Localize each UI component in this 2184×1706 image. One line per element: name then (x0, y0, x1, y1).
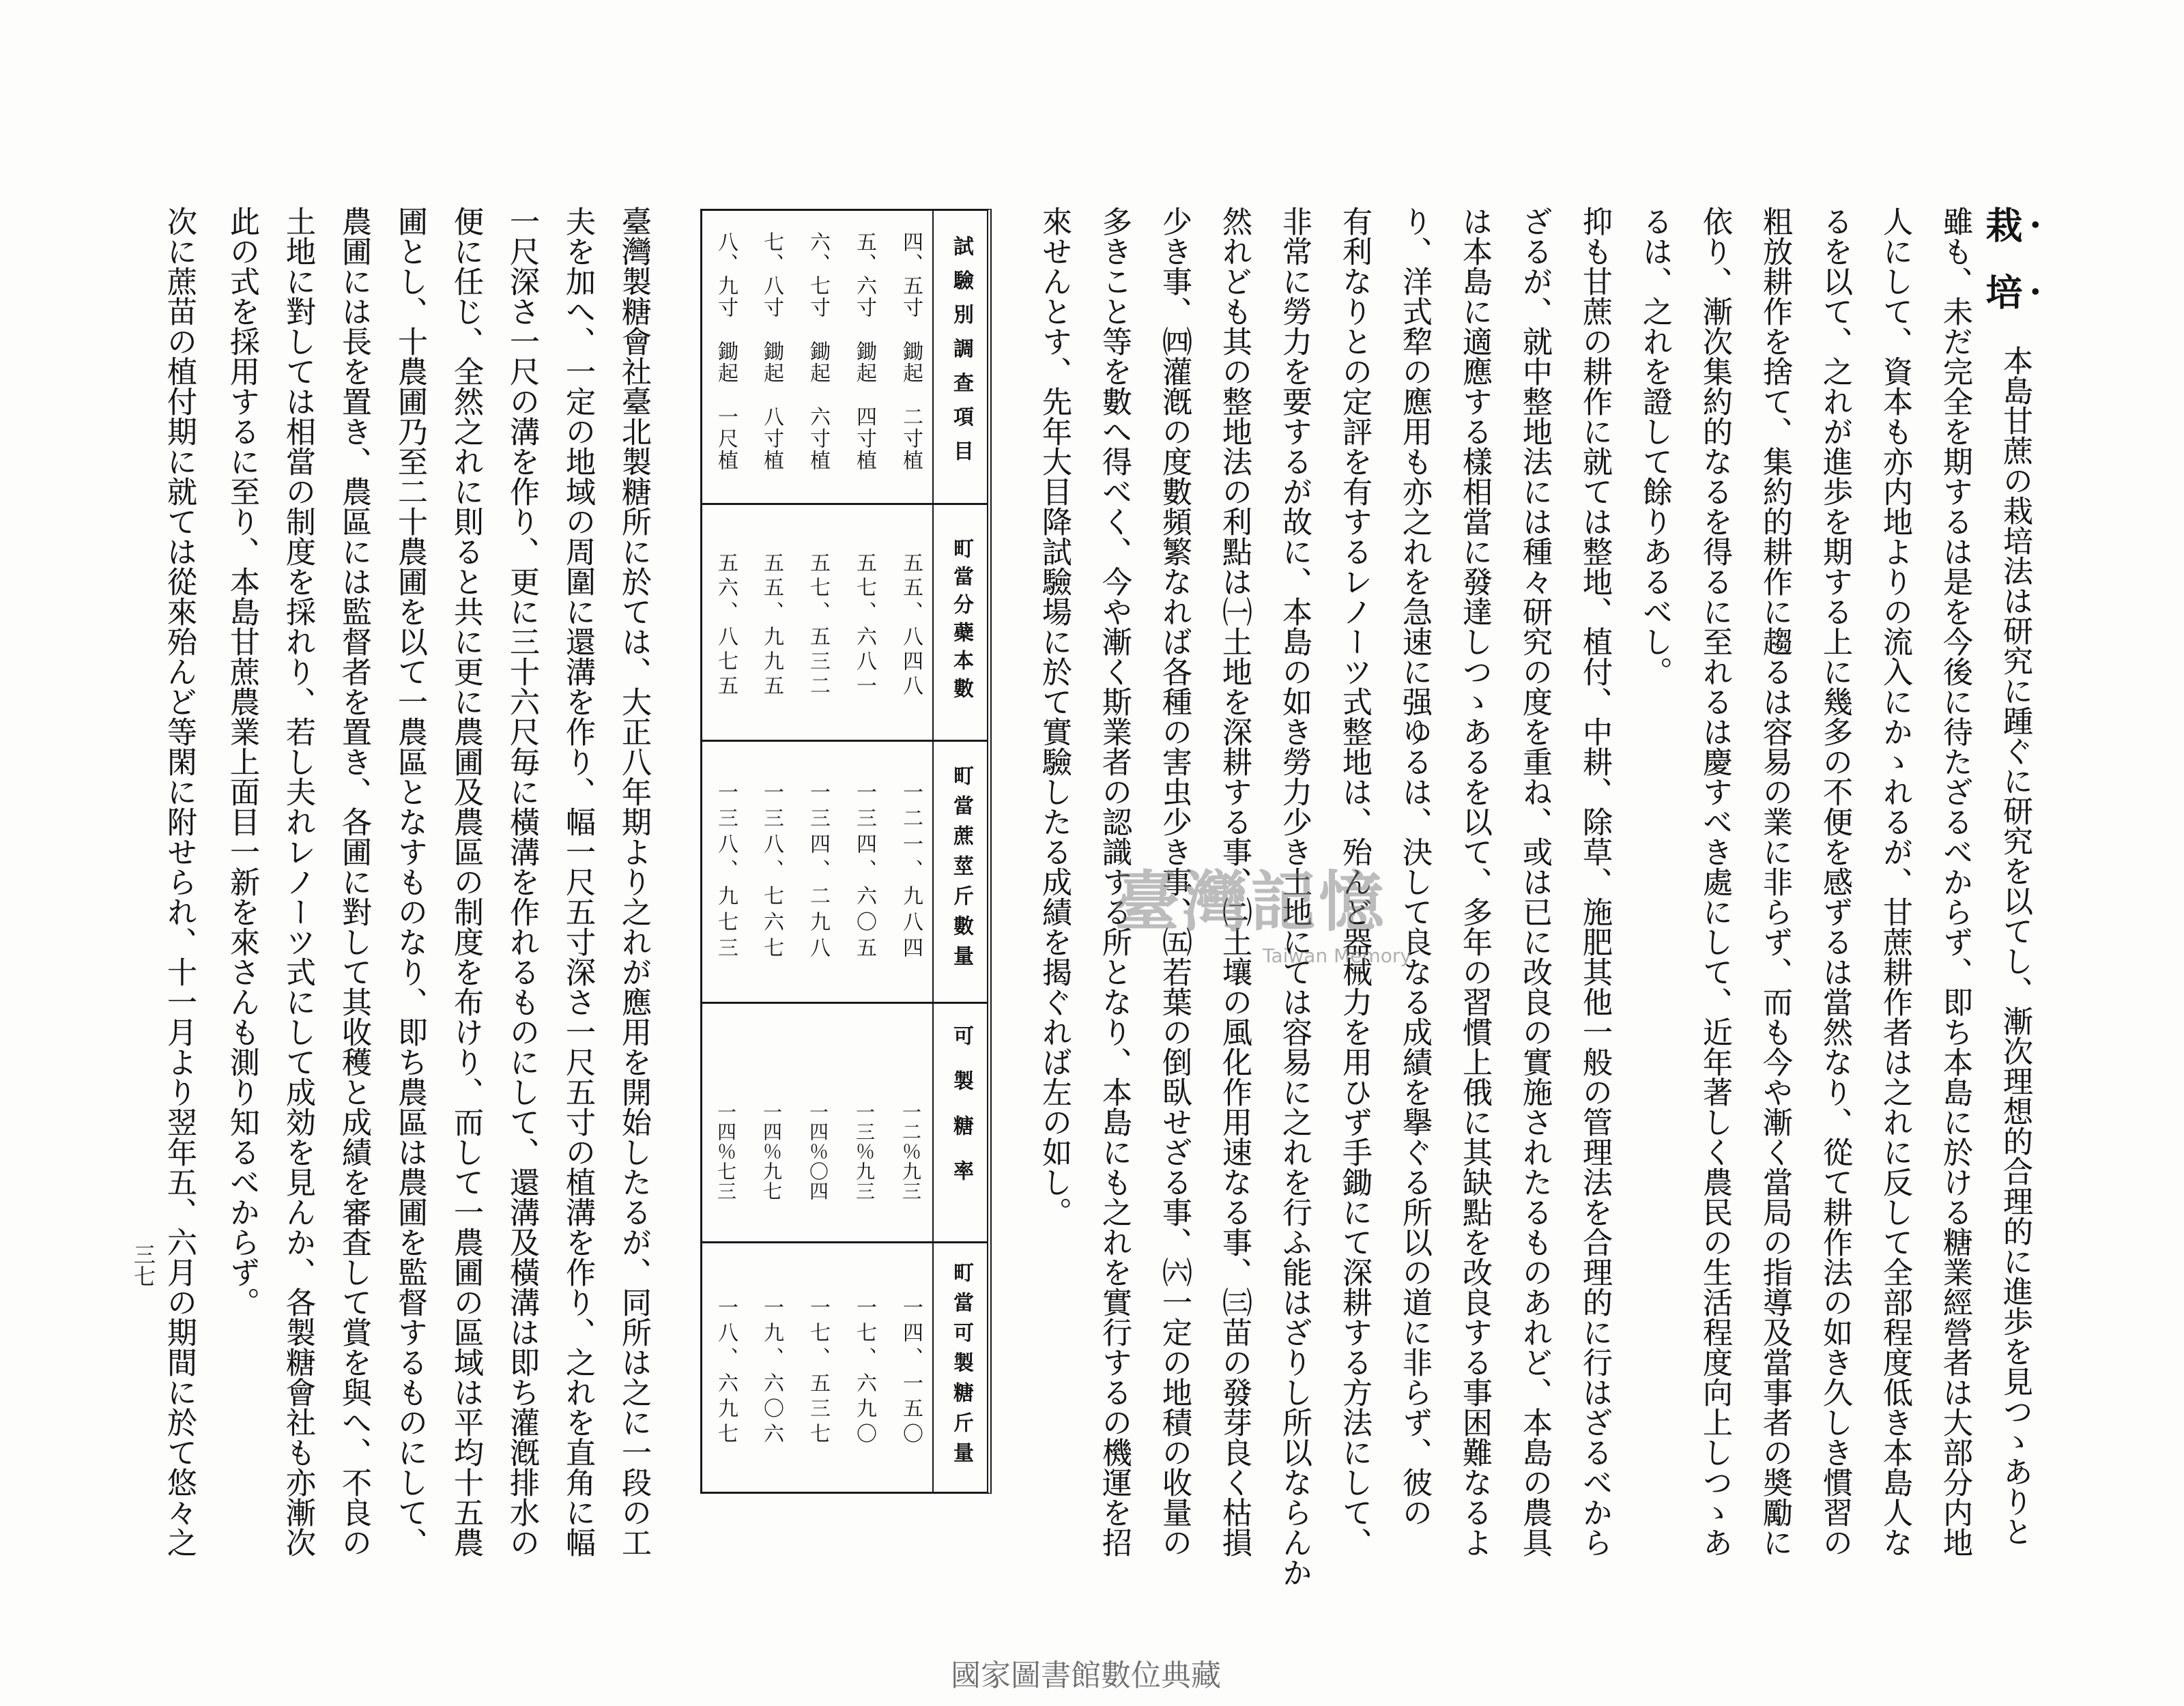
body-column-right-1: 本島甘蔗の栽培法は研究に踵ぐに研究を以てし、漸次理想的合理的に進歩を見つゝありと (1998, 345, 2032, 1546)
table-cell: 五七、五三二 (806, 552, 830, 699)
table-header-cell: 町當蔗莖斤數量 (949, 765, 973, 975)
section-heading: 栽培 (1980, 206, 2024, 340)
body-column-right-16: 多きこと等を數へ得べく、今や漸く斯業者の認識する所となり、本島にも之れを實行するの機運を招 (1097, 206, 1132, 1557)
table-header-cell: 可製糖率 (949, 1025, 973, 1205)
table-cell: 一四％〇四 (807, 1102, 829, 1201)
table-row-label: 五、六寸 鋤起 四寸植 (852, 231, 876, 472)
table-divider-horizontal (702, 1241, 987, 1243)
body-column-right-17: 來せんとす、先年大目降試驗場に於て實驗したる成績を揭ぐれば左の如し。 (1037, 206, 1072, 1227)
body-column-right-15: 少き事、㈣灌漑の度數頻繁なれば各種の害虫少き事、㈤若葉の倒臥せざる事、㈥一定の地積の收量の (1157, 206, 1192, 1557)
body-column-right-5: 粗放耕作を捨て、集約的耕作に趨るは容易の業に非らず、而も今や漸く當局の指導及當事者の奬勵に (1757, 206, 1792, 1557)
body-column-left-3: 一尺深さ一尺の溝を作り、更に三十六尺毎に橫溝を作れるものにして、還溝及橫溝は即ち灌漑排水の (504, 206, 539, 1557)
body-column-right-9: ざるが、就中整地法には種々研究の度を重ね、或は已に改良の實施されたるものあれど、本島の農具 (1517, 206, 1552, 1557)
body-column-left-6: 農圃には長を置き、農區には監督者を置き、各圃に對して其收穫と成績を審査して賞を與へ、不良の (336, 206, 371, 1557)
watermark-subtitle: Taiwan Memory (1263, 944, 1411, 967)
table-cell: 一九、六〇六 (760, 1297, 784, 1448)
body-column-left-5: 圃とし、十農圃乃至二十農圃を以て一農區となすものなり、即ち農區は農圃を監督するものにして、 (392, 206, 427, 1557)
body-column-right-4: るを以て、之れが進歩を期する上に幾多の不便を感ずるは當然なり、從て耕作法の如き久しき慣習の (1817, 206, 1852, 1557)
body-column-right-7: るは、之れを證して餘りあるべし。 (1637, 206, 1672, 686)
archive-footer: 國家圖書館數位典藏 (951, 1658, 1221, 1693)
body-column-right-12: 有利なりとの定評を有するレノーツ式整地は、殆んど器械力を用ひず手鋤にて深耕する方法にして、 (1337, 206, 1372, 1557)
body-column-left-9: 次に蔗苗の植付期に就ては從來殆んど等閑に附せられ、十一月より翌年五、六月の期間に於て悠々之 (162, 206, 197, 1557)
body-column-right-14: 然れども其の整地法の利點は㈠土地を深耕する事、㈡土壤の風化作用速なる事、㈢苗の發芽良く枯損 (1217, 206, 1252, 1557)
table-row-label: 四、五寸 鋤起 二寸植 (899, 231, 923, 472)
table-cell: 一四％七三 (715, 1102, 737, 1201)
body-column-left-7: 土地に對しては相當の制度を採れり、若し夫れレノーツ式にして成効を見んか、各製糖會社も亦漸次 (281, 206, 315, 1557)
body-column-left-1: 臺灣製糖會社臺北製糖所に於ては、大正八年期より之れが應用を開始したるが、同所は之に一段の工 (616, 206, 651, 1557)
table-cell: 一二％九三 (900, 1102, 922, 1201)
table-cell: 五六、八七五 (714, 552, 738, 699)
table-cell: 一三四、二九八 (806, 781, 830, 963)
body-column-left-8: 此の式を採用するに至り、本島甘蔗農業上面目一新を來さんも測り知るべからず。 (225, 206, 259, 1317)
body-column-right-10: は本島に適應する樣相當に發達しつゝあるを以て、多年の習慣上俄に其缺點を改良する事困難なるよ (1457, 206, 1492, 1557)
table-cell: 一七、五三七 (806, 1297, 830, 1448)
body-column-right-13: 非常に勞力を要するが故に、本島の如き勞力少き土地にては容易に之れを行ふ能はざりし所以ならんか (1277, 206, 1312, 1587)
table-row-label: 六、七寸 鋤起 六寸植 (806, 231, 830, 472)
page-number: 三七 (130, 1243, 156, 1287)
table-cell: 一二一、九八四 (899, 781, 923, 963)
table-divider-horizontal (702, 1002, 987, 1004)
table-header-cell: 試驗別調查項目 (949, 235, 973, 474)
table-row-label: 七、八寸 鋤起 八寸植 (760, 231, 784, 472)
body-column-right-8: 抑も甘蔗の耕作に就ては整地、植付、中耕、除草、施肥其他一般の管理法を合理的に行はざるべから (1577, 206, 1612, 1557)
table-cell: 一三四、六〇五 (852, 781, 876, 963)
table-cell: 一八、六九七 (714, 1297, 738, 1448)
table-cell: 一三八、九七三 (714, 781, 738, 963)
table-cell: 一四、一五〇 (899, 1297, 923, 1448)
body-column-right-3: 人にして、資本も亦内地よりの流入にかゝれるが、甘蔗耕作者は之れに反して全部程度低き本島人な (1878, 206, 1912, 1557)
body-column-right-11: り、洋式犂の應用も亦之れを急速に强ゆるは、決して良なる成績を擧ぐる所以の道に非らず、彼の (1397, 206, 1432, 1527)
table-cell: 一三％九三 (853, 1102, 876, 1201)
table-cell: 一三八、七六七 (760, 781, 784, 963)
table-divider-horizontal (702, 503, 987, 505)
table-cell: 一七、六九〇 (852, 1297, 876, 1448)
table-header-cell: 町當可製糖斤量 (949, 1262, 973, 1472)
body-column-right-2: 雖も、未だ完全を期するは是を今後に待たざるべからず、即ち本島に於ける糖業經營者は大部分内地 (1938, 206, 1972, 1557)
table-cell: 五七、六八一 (852, 552, 876, 699)
results-table (700, 209, 992, 1494)
table-row-label: 八、九寸 鋤起 一尺植 (714, 231, 738, 472)
body-column-left-4: 便に任じ、全然之れに則ると共に更に農圃及農區の制度を布けり、而して一農圃の區域は平均十五農 (448, 206, 483, 1557)
table-cell: 五五、八四八 (899, 552, 923, 699)
body-column-right-6: 依り、漸次集約的なるを得るに至れるは慶すべき處にして、近年著しく農民の生活程度向上しつゝあ (1697, 206, 1732, 1557)
table-header-cell: 町當分蘗本數 (949, 538, 973, 706)
table-cell: 五五、九九五 (760, 552, 784, 699)
table-divider-horizontal (702, 740, 987, 742)
watermark-logo: 臺灣記憶 (1114, 863, 1387, 940)
body-column-left-2: 夫を加へ、一定の地域の周圍に還溝を作り、幅一尺五寸深さ一尺五寸の植溝を作り、之れを直角に幅 (560, 206, 595, 1557)
table-cell: 一四％九七 (760, 1102, 783, 1201)
